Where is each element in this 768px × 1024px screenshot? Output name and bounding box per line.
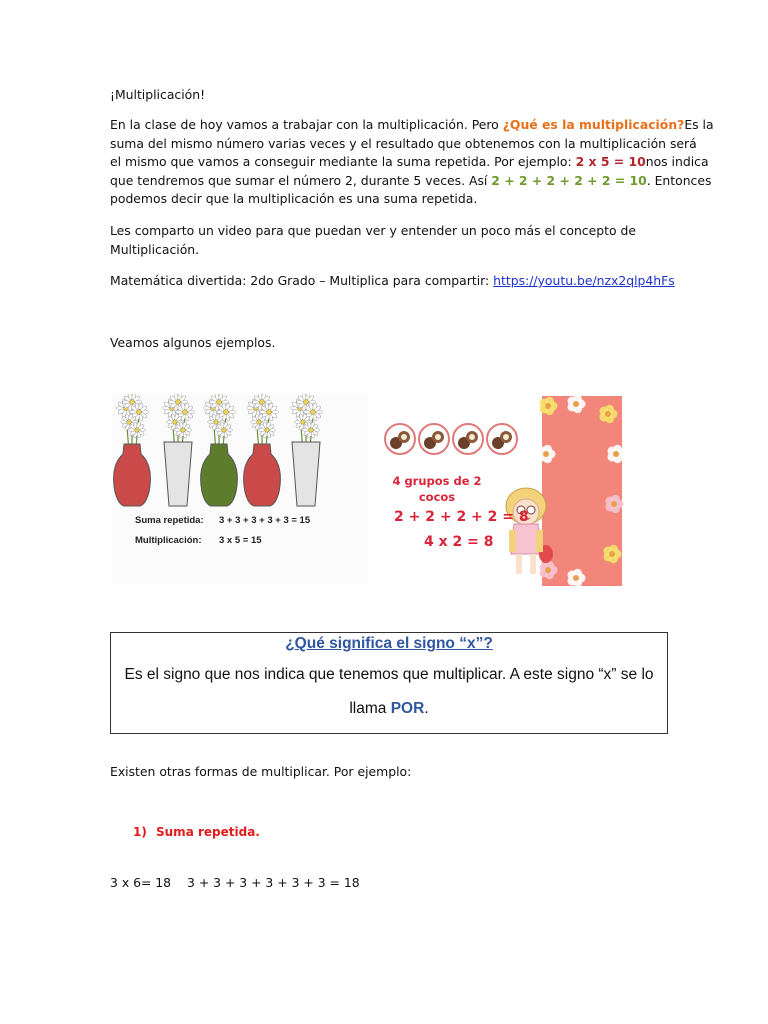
example-right: 3 + 3 + 3 + 3 + 3 + 3 = 18 <box>187 875 360 890</box>
repeated-sum-label: Suma repetida: <box>135 515 204 526</box>
text-run: . <box>424 700 429 717</box>
paragraph-line: podemos decir que la multiplicación es una suma repetida. <box>110 191 478 207</box>
example-highlight: 2 x 5 = 10 <box>575 154 646 170</box>
paragraph-line: Les comparto un video para que puedan ver y entender un poco más el concepto de <box>110 223 636 238</box>
flower-icon <box>607 445 624 464</box>
paragraph-line <box>110 272 675 291</box>
text-run: Es la <box>684 117 714 132</box>
text-run: llama <box>349 700 391 717</box>
list-label: Suma repetida. <box>156 825 260 839</box>
paragraph-line: suma del mismo número varias veces y el resultado que obtenemos con la multiplicación será <box>110 135 697 151</box>
list-item <box>133 825 260 839</box>
sum-equation: 2 + 2 + 2 + 2 = 8 <box>394 509 529 525</box>
text-run: Matemática divertida: 2do Grado – Multiplica para compartir: <box>110 273 494 288</box>
coconut-pair-icon <box>419 424 449 454</box>
text-run: . Entonces <box>646 172 712 188</box>
box-text-line: Es el signo que nos indica que tenemos que multiplicar. A este signo “x” se lo <box>124 666 654 683</box>
multiplication-value: 3 x 5 = 15 <box>219 535 262 546</box>
sum-highlight: 2 + 2 + 2 + 2 + 2 = 10 <box>491 172 647 188</box>
coconut-pair-icon <box>487 424 517 454</box>
vases-drawing <box>112 394 368 584</box>
paragraph-line: Multiplicación. <box>110 241 200 257</box>
paragraph-line <box>110 116 714 135</box>
vase-1 <box>114 394 151 506</box>
coconut-pair-icon <box>453 424 483 454</box>
video-link[interactable]: https://youtu.be/nzx2qlp4hFs <box>493 273 675 288</box>
box-text-line <box>111 700 667 718</box>
repeated-sum-value: 3 + 3 + 3 + 3 + 3 = 15 <box>219 515 311 526</box>
vase-5 <box>291 394 323 506</box>
groups-subtitle: cocos <box>418 490 456 504</box>
vase-2 <box>163 394 195 506</box>
document-heading: ¡Multiplicación! <box>110 87 206 102</box>
box-title: ¿Qué significa el signo “x”? <box>285 635 493 652</box>
vases-illustration <box>112 394 368 584</box>
list-number: 1) <box>133 825 147 839</box>
text-run: que tendremos que sumar el número 2, durante 5 veces. Así <box>110 172 492 188</box>
product-equation: 4 x 2 = 8 <box>424 534 494 550</box>
text-run: En la clase de hoy vamos a trabajar con la multiplicación. Pero <box>110 117 503 132</box>
vase-3 <box>201 394 238 506</box>
multiplication-label: Multiplicación: <box>135 535 202 546</box>
paragraph-line: Veamos algunos ejemplos. <box>110 335 276 350</box>
coconuts-illustration <box>376 394 624 588</box>
paragraph-line: Existen otras formas de multiplicar. Por ejemplo: <box>110 764 412 779</box>
paragraph-line <box>110 172 711 191</box>
coconut-pair-icon <box>385 424 415 454</box>
text-run: el mismo que vamos a conseguir mediante la suma repetida. Por ejemplo: <box>110 154 576 170</box>
example-left: 3 x 6= 18 <box>110 875 172 890</box>
por-highlight: POR <box>390 700 425 717</box>
question-highlight: ¿Qué es la multiplicación? <box>502 117 685 132</box>
groups-title: 4 grupos de 2 <box>392 474 482 488</box>
text-run: nos indica <box>645 154 709 170</box>
sign-definition-box <box>110 632 668 734</box>
paragraph-line <box>110 153 709 172</box>
vase-4 <box>244 394 281 506</box>
